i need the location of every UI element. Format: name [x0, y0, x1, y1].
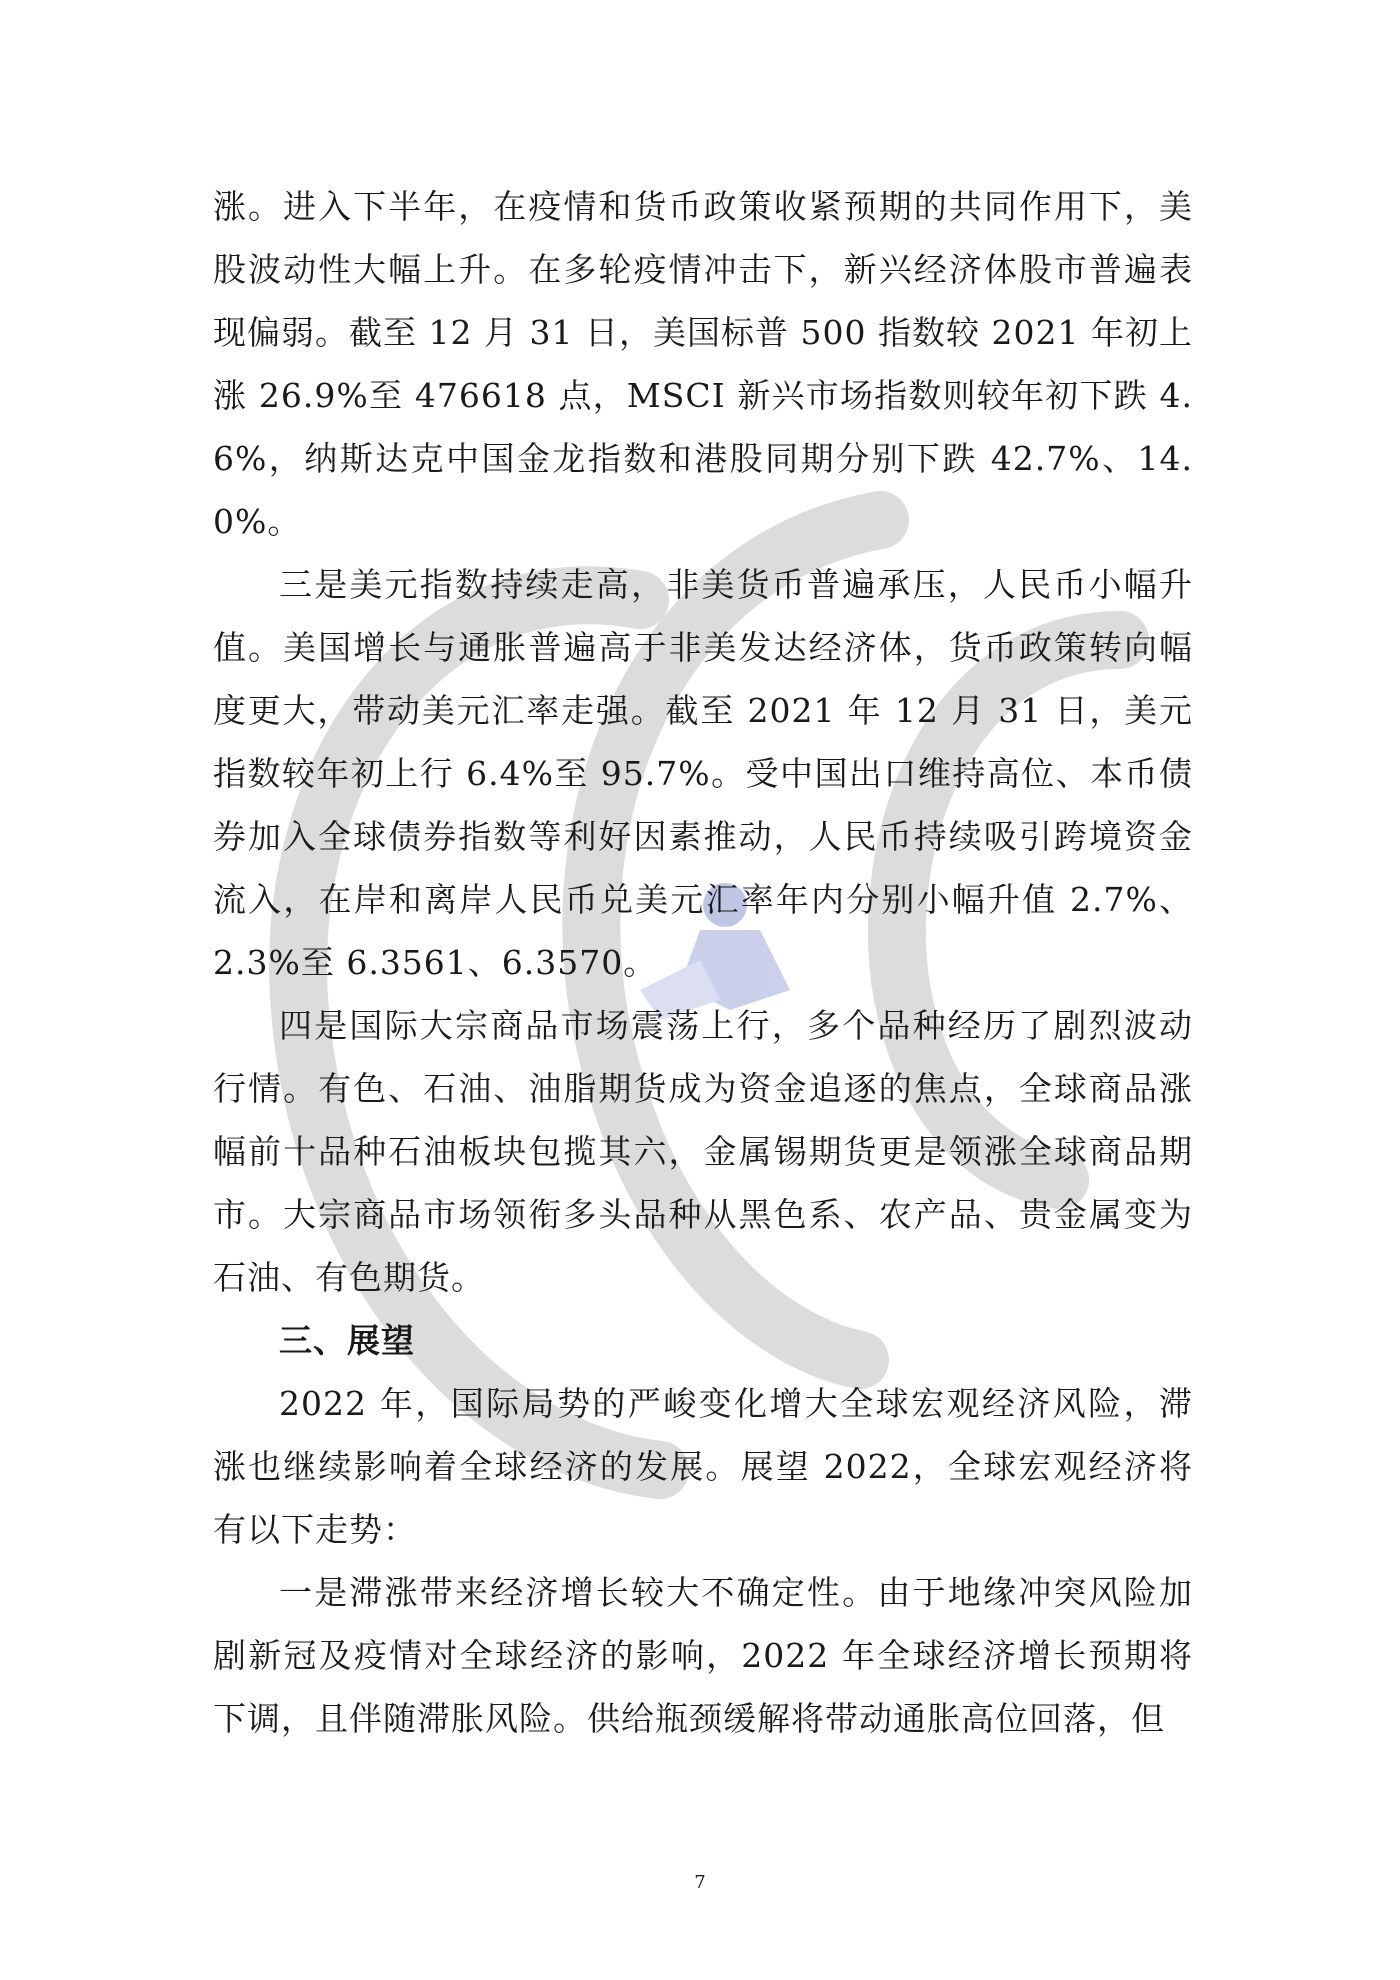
paragraph-outlook-intro: 2022 年，国际局势的严峻变化增大全球宏观经济风险，滞涨也继续影响着全球经济的发展。展望 2022，全球宏观经济将有以下走势： — [213, 1384, 1193, 1549]
section-heading-outlook: 三、展望 — [279, 1321, 415, 1360]
paragraph-dollar-index: 三是美元指数持续走高，非美货币普遍承压，人民币小幅升值。美国增长与通胀普遍高于非美发达经济体，货币政策转向幅度更大，带动美元汇率走强。截至 2021 年 12 月 31 日，美元指数较年初上行 6.4%至 95.7%。受中国出口维持高位、本币债券加入全球债券指数等利好因素推动，人民币持续吸引跨境资金流入，在岸和离岸人民币兑美元汇率年内分别小幅升值 2.7%、2.3%至 6.3561、6.3570。 — [213, 565, 1193, 982]
page-number: 7 — [694, 1872, 706, 1893]
paragraph-us-stocks: 涨。进入下半年，在疫情和货币政策收紧预期的共同作用下，美股波动性大幅上升。在多轮疫情冲击下，新兴经济体股市普遍表现偏弱。截至 12 月 31 日，美国标普 500 指数较 2021 年初上涨 26.9%至 476618 点，MSCI 新兴市场指数则较年初下跌 4.6%，纳斯达克中国金龙指数和港股同期分别下跌 42.7%、14.0%。 — [213, 187, 1193, 541]
paragraph-stagflation: 一是滞涨带来经济增长较大不确定性。由于地缘冲突风险加剧新冠及疫情对全球经济的影响，2022 年全球经济增长预期将下调，且伴随滞胀风险。供给瓶颈缓解将带动通胀高位回落，但 — [213, 1573, 1193, 1738]
document-body — [213, 175, 1193, 1750]
paragraph-commodities: 四是国际大宗商品市场震荡上行，多个品种经历了剧烈波动行情。有色、石油、油脂期货成为资金追逐的焦点，全球商品涨幅前十品种石油板块包揽其六，金属锡期货更是领涨全球商品期市。大宗商品市场领衔多头品种从黑色系、农产品、贵金属变为石油、有色期货。 — [213, 1006, 1193, 1297]
